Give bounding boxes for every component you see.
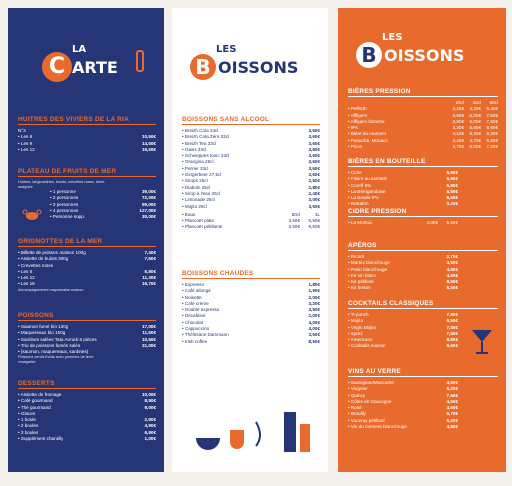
poissons-section <box>18 312 156 365</box>
item-price: 50cl <box>291 211 300 217</box>
menu-item <box>182 204 320 210</box>
item-name: • Bière du moment <box>348 131 386 137</box>
item-name: • Affligem blanche <box>348 118 385 124</box>
boissons-title-letter-2: B <box>356 42 382 68</box>
item-price: 8,50€ <box>308 338 320 344</box>
grignottes-title: GRIGNOTTES DE LA MER <box>18 238 103 245</box>
item-name: • Noisette <box>182 294 202 300</box>
item-price: 2,00€ <box>308 294 320 300</box>
item-price: 4,20€ <box>469 106 481 112</box>
item-name: • Café gourmand <box>18 398 53 404</box>
item-price: 2,00€ <box>308 313 320 319</box>
item-price: 3,40€ <box>452 137 464 143</box>
carte-title-rest: ARTE <box>72 58 118 77</box>
item-price: 3,60€ <box>308 140 320 146</box>
item-price: 3,80€ <box>452 112 464 118</box>
sans-alcool-title: BOISSONS SANS ALCOOL <box>182 116 270 123</box>
item-price: 7,90€ <box>446 330 458 336</box>
item-name: • Assiette de bulots 300g <box>18 256 69 262</box>
item-name: • Expresso <box>182 282 205 287</box>
item-name: • Les 9 <box>18 140 33 146</box>
boissons-title-top-2: LES <box>382 32 403 43</box>
item-price: 4,60€ <box>446 405 458 411</box>
item-name: • Vouvray pétillant <box>348 417 385 423</box>
item-price: 7,50€ <box>144 256 156 262</box>
pression-title: BIÈRES PRESSION <box>348 88 411 95</box>
item-price: 7,00€ <box>446 324 458 330</box>
cidre-title: CIDRE PRESSION <box>348 208 407 215</box>
cocktail-glass-icon <box>470 328 494 361</box>
boissons-title-top-1: LES <box>216 44 237 55</box>
item-name: • Retrafon <box>348 201 369 207</box>
desserts-section <box>18 380 156 442</box>
column-header: 33cl <box>472 100 481 105</box>
item-name: • Picon <box>348 144 363 150</box>
item-name: • Virgin Mojito <box>348 324 377 330</box>
item-price: 1,00€ <box>144 436 156 442</box>
item-price: 5,00€ <box>469 144 481 150</box>
item-name: • Les 12 <box>18 146 35 152</box>
item-name: • Cocktails maison <box>348 343 386 349</box>
item-name: • Kir vin blanc <box>348 272 376 278</box>
item-price: 1,90€ <box>308 288 320 294</box>
item-price: 127,00€ <box>139 208 156 214</box>
item-name: • Côtes de Gascogne <box>348 398 392 404</box>
item-price: 3,50€ <box>308 332 320 338</box>
huitres-section <box>18 116 156 153</box>
item-name: • Crevettes roses <box>18 262 54 268</box>
item-price: 5,50€ <box>446 285 458 291</box>
item-price: 9,00€ <box>144 404 156 410</box>
item-name: • Sauvignon/Muscadet <box>348 380 394 385</box>
item-price: 3,60€ <box>308 134 320 140</box>
item-name: • Pelforth <box>348 106 367 112</box>
item-name: • Double expresso <box>182 307 220 313</box>
item-price: 4,00€ <box>308 326 320 332</box>
aperos-title: APÉROS <box>348 242 377 249</box>
item-name: • Rosé <box>348 405 362 411</box>
item-price: 3,00€ <box>308 197 320 203</box>
item-price: 5,50€ <box>308 218 320 224</box>
item-price: 3,20€ <box>308 300 320 306</box>
item-name: • Eaux <box>182 211 196 217</box>
poissons-title: POISSONS <box>18 312 54 319</box>
menu-item <box>18 147 156 153</box>
item-price: 21,00€ <box>141 342 156 348</box>
item-name: • Décaféiné <box>182 313 206 319</box>
item-name: • Schweppes tonic 33cl <box>182 153 230 159</box>
menu-item <box>348 144 498 150</box>
boissons-title-rest-1: OISSONS <box>218 58 299 77</box>
menu-item <box>348 343 458 349</box>
item-name: • Cidre <box>348 170 362 175</box>
item-name: • Irish coffee <box>182 338 208 344</box>
item-price: 4,50€ <box>446 260 458 266</box>
item-name: • Glaces <box>18 410 36 416</box>
item-name: • La Morlaix <box>348 220 373 225</box>
item-name: • Brouilly <box>348 411 366 417</box>
item-price: 16,70€ <box>141 281 156 287</box>
item-name: • Kir pétillant <box>348 279 374 285</box>
item-name: • Porto blanc/rouge <box>348 266 388 272</box>
item-name: • Affligem <box>348 112 368 118</box>
item-price: 7,50€ <box>446 392 458 398</box>
item-price: 3,50€ <box>308 307 320 313</box>
item-price: 3,60€ <box>308 159 320 165</box>
cidre-section <box>348 208 498 226</box>
item-name: • IPA <box>348 125 358 131</box>
item-name: • Café allongé <box>182 288 211 294</box>
item-name: • Ti-punch <box>348 312 369 317</box>
item-name: • Martini blanc/rouge <box>348 260 390 266</box>
item-price: 1,80€ <box>308 282 320 287</box>
item-price: 10,50€ <box>141 336 156 342</box>
item-name: • Filoire au sarrasin <box>348 176 388 182</box>
item-name: • Supplément chantilly <box>18 436 64 442</box>
item-price: 6,20€ <box>446 417 458 423</box>
sans-alcool-section <box>182 116 320 231</box>
column-header: 25cl <box>455 100 464 105</box>
item-price: 39,00€ <box>141 189 156 195</box>
item-price: 4,50€ <box>446 398 458 404</box>
item-name: • Cappuccino <box>182 326 210 332</box>
menu-item <box>50 214 156 220</box>
item-price: 17,00€ <box>141 324 156 329</box>
item-name: • Mojito 25cl <box>182 203 207 209</box>
huitres-sub: N°3 <box>18 128 26 133</box>
column-header: 50cl <box>489 100 498 105</box>
aperos-section <box>348 242 498 292</box>
item-name: • Spritz <box>348 330 363 336</box>
item-name: • Sirop à l'eau 25cl <box>182 190 220 196</box>
item-price: 5,70€ <box>446 411 458 417</box>
item-name: • Diabolo 25cl <box>182 184 211 190</box>
item-name: • Breizh Cola 33cl <box>182 128 219 133</box>
item-name: • Plancoët pétillante <box>182 224 223 230</box>
item-name: • Thé gourmand <box>18 404 51 410</box>
item-price: 6,90€ <box>144 429 156 435</box>
menu-item <box>182 224 320 230</box>
item-price: 4,00€ <box>426 220 438 225</box>
item-price: 5,50€ <box>446 220 458 225</box>
chaudes-section <box>182 270 320 345</box>
item-price: 6,80€ <box>486 137 498 143</box>
vins-title: VINS AU VERRE <box>348 368 401 375</box>
item-price: 4,80€ <box>446 424 458 430</box>
item-name: • Assiette de fromage <box>18 392 62 397</box>
vins-section <box>348 368 498 430</box>
boissons-title-letter-1: B <box>190 54 216 80</box>
menu-item <box>18 436 156 442</box>
item-price: 5,20€ <box>446 386 458 392</box>
item-name: • Trio de poissons fumés salés <box>18 342 81 348</box>
item-price: 10,50€ <box>141 134 156 140</box>
menu-item <box>182 339 320 345</box>
menu-item <box>348 220 458 226</box>
item-name: • Limonade 25cl <box>182 197 215 203</box>
plateau-desc: Huîtres, langoustines, bulots, crevettes roses, demi-araignée <box>18 180 106 189</box>
item-price: 3,70€ <box>452 144 464 150</box>
item-name: • Sirops 25cl <box>182 178 208 184</box>
item-price: 4,50€ <box>446 266 458 272</box>
item-price: 19,50€ <box>141 146 156 152</box>
item-price: 8,50€ <box>144 398 156 404</box>
carte-title-letter: C <box>42 52 72 82</box>
item-price: 2,70€ <box>446 254 458 259</box>
bouteille-title: BIÈRES EN BOUTEILLE <box>348 158 426 165</box>
item-price: 3,20€ <box>446 201 458 207</box>
item-name: • Chocolat <box>182 319 204 325</box>
menu-item <box>348 285 458 291</box>
item-price: 5,80€ <box>144 268 156 274</box>
item-price: 5,90€ <box>446 176 458 182</box>
item-price: 4,50€ <box>446 272 458 278</box>
item-price: 7,50€ <box>486 118 498 124</box>
item-name: • 2 personnes <box>50 195 79 201</box>
item-price: 6,50€ <box>446 188 458 194</box>
item-name: • Orangina 25cl <box>182 159 214 165</box>
item-price: 2,50€ <box>308 178 320 184</box>
menu-item <box>348 424 458 430</box>
grignottes-note: Accompagnement mayonnaise maison <box>18 287 84 292</box>
item-price: 5,30€ <box>469 131 481 137</box>
item-name: • Perrier 33cl <box>182 165 209 171</box>
item-price: 4,00€ <box>308 319 320 325</box>
item-price: 3,60€ <box>308 165 320 171</box>
item-price: 6,40€ <box>486 106 498 112</box>
fork-icon <box>136 50 144 72</box>
item-price: 7,40€ <box>144 250 156 255</box>
item-price: 3,60€ <box>308 146 320 152</box>
item-name: • Billette de poisson maison 100g <box>18 250 86 255</box>
item-name: • Personne supp. <box>50 214 86 220</box>
item-name: • Les 12 <box>18 275 35 281</box>
grignottes-section <box>18 238 156 292</box>
item-name: • 4 personnes <box>50 208 79 214</box>
item-name: • Sardines salées Tata Annick 6 pièces <box>18 336 97 342</box>
item-price: 8,60€ <box>486 125 498 131</box>
item-name: • Breizh Cola Zéro 33cl <box>182 134 230 140</box>
item-price: 5,00€ <box>469 118 481 124</box>
item-name: • Thé/tisane Dammann <box>182 332 229 338</box>
item-name: • Café crème <box>182 300 209 306</box>
item-price: 2,40€ <box>308 190 320 196</box>
item-price: 2,80€ <box>308 184 320 190</box>
item-price: 4,30€ <box>452 125 464 131</box>
item-price: 2,90€ <box>144 417 156 423</box>
item-price: 3,20€ <box>452 106 464 112</box>
item-price: 4,50€ <box>446 380 458 385</box>
item-name: • Plancoët plate <box>182 218 214 224</box>
item-price: 5,50€ <box>308 224 320 230</box>
item-price: 3,60€ <box>308 128 320 133</box>
item-price: 14,50€ <box>141 140 156 146</box>
item-name: • Oasis 33cl <box>182 146 207 152</box>
item-price: 8,50€ <box>446 337 458 343</box>
item-name: • Breizh Tea 33cl <box>182 140 217 146</box>
item-price: 30,00€ <box>141 214 156 220</box>
item-name: • Panaché, Monaco <box>348 137 388 143</box>
item-price: 7,50€ <box>486 112 498 118</box>
item-price: 3,50€ <box>288 218 300 224</box>
item-name: • La Bouée IPA <box>348 195 379 201</box>
item-price: 6,50€ <box>446 195 458 201</box>
poissons-note: Poissons servis froids avec pommes de terre vinaigrette <box>18 355 94 365</box>
cups-illustration <box>192 408 318 458</box>
item-name: • Les 6 <box>18 268 33 274</box>
item-price: 9,50€ <box>446 318 458 324</box>
item-price: 3,60€ <box>308 172 320 178</box>
item-name: • 3 boules <box>18 429 39 435</box>
cocktails-title: COCKTAILS CLASSIQUES <box>348 300 434 307</box>
item-name: • Ricard <box>348 254 365 259</box>
item-name: • 1 boule <box>18 417 36 423</box>
item-name: • 1 personne <box>50 189 76 195</box>
item-name: • Les 18 <box>18 281 35 287</box>
item-price: 4,90€ <box>144 423 156 429</box>
menu-item <box>348 201 458 207</box>
item-name: • Coreff 5% <box>348 182 372 188</box>
item-name: • 3 personnes <box>50 201 79 207</box>
item-price: 3,50€ <box>308 203 320 209</box>
item-name: • 2 boules <box>18 423 39 429</box>
item-name: • Kir breton <box>348 285 371 291</box>
item-name: • Maquereaux bio 150g <box>18 330 66 336</box>
item-price: 3,80€ <box>452 118 464 124</box>
item-name: • Saumon fumé bio 120g <box>18 324 69 329</box>
item-price: 11,30€ <box>142 275 156 281</box>
item-price: 3,50€ <box>288 224 300 230</box>
bouteille-section <box>348 158 498 208</box>
item-name: • Mojito <box>348 318 364 324</box>
plateau-title: PLATEAU DE FRUITS DE MER <box>18 168 117 175</box>
carte-panel <box>8 8 164 472</box>
item-price: 4,10€ <box>452 131 464 137</box>
huitres-title: HUITRES DES VIVIERS DE LA RIA <box>18 116 130 123</box>
item-name: • (saumon, maquereaux, sardines) <box>18 349 89 355</box>
boissons-panel-2 <box>338 8 506 472</box>
item-price: 8,20€ <box>486 131 498 137</box>
item-price: 5,90€ <box>446 170 458 175</box>
item-name: • La Bérrigandaise <box>348 188 386 194</box>
item-price: 5,00€ <box>469 112 481 118</box>
boissons-title-rest-2: OISSONS <box>384 46 465 65</box>
boissons-panel-1 <box>172 8 328 472</box>
pression-section <box>348 88 498 150</box>
desserts-title: DESSERTS <box>18 380 55 387</box>
item-price: 5,80€ <box>469 125 481 131</box>
item-price: 99,00€ <box>141 201 156 207</box>
item-name: • Americano <box>348 337 373 343</box>
item-price: 7,90€ <box>446 312 458 317</box>
item-name: • Vin du moment blanc/rouge <box>348 424 407 430</box>
item-price: 7,20€ <box>486 144 498 150</box>
item-price: 11,50€ <box>142 330 156 336</box>
item-price: 10,00€ <box>141 392 156 397</box>
item-price: 9,50€ <box>446 343 458 349</box>
chaudes-title: BOISSONS CHAUDES <box>182 270 254 277</box>
item-price: 5,90€ <box>446 182 458 188</box>
item-name: • Quincy <box>348 392 366 398</box>
item-price: 4,70€ <box>469 137 481 143</box>
item-name: • Gingerbeer 27,5cl <box>182 172 222 178</box>
item-price: 8,50€ <box>446 279 458 285</box>
carte-title-top: LA <box>72 44 87 55</box>
item-price: 3,60€ <box>308 153 320 159</box>
item-name: • Viognier <box>348 386 368 392</box>
item-price: 72,00€ <box>141 195 156 201</box>
item-price: 1L <box>314 211 320 217</box>
crab-icon <box>22 208 42 220</box>
item-name: • Les 6 <box>18 134 33 140</box>
